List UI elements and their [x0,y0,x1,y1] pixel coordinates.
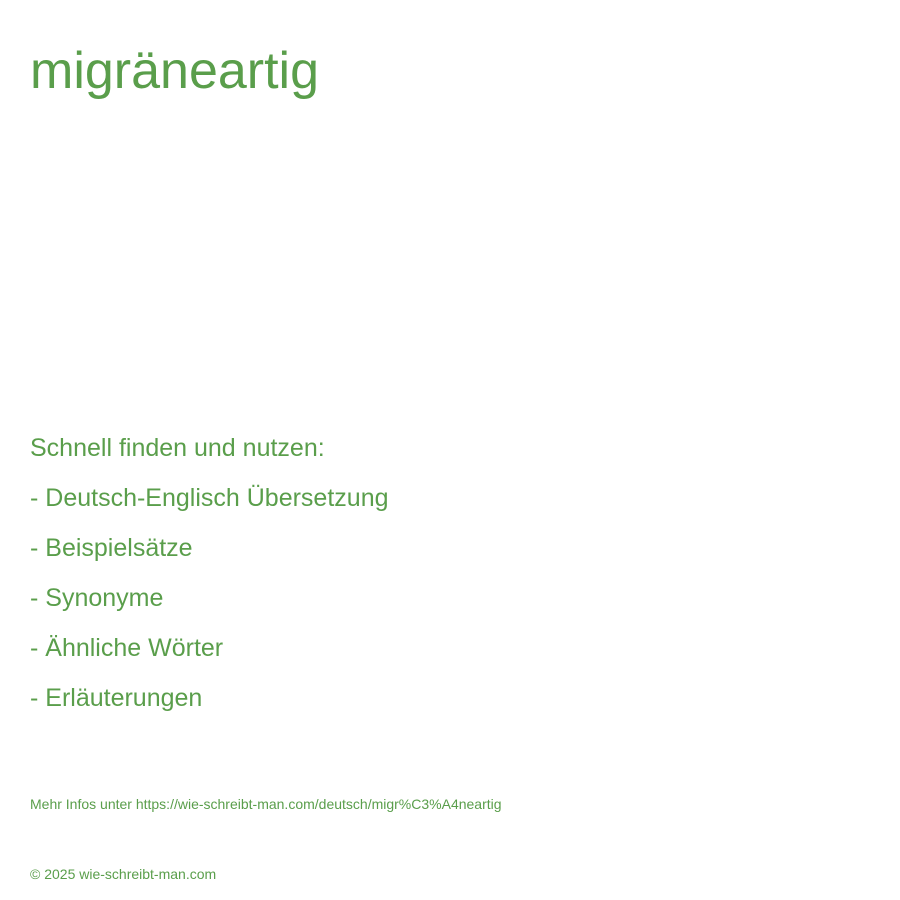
feature-item-explanations: - Erläuterungen [30,684,203,712]
more-info-prefix: Mehr Infos unter [30,796,136,812]
feature-list-heading: Schnell finden und nutzen: [30,434,325,462]
more-info-line [30,795,502,813]
feature-item-example-sentences: - Beispielsätze [30,534,193,562]
feature-item-synonyms: - Synonyme [30,584,164,612]
page-title: migräneartig [30,42,320,100]
feature-item-similar-words: - Ähnliche Wörter [30,634,224,662]
more-info-link[interactable]: https://wie-schreibt-man.com/deutsch/migr%C3%A4neartig [135,796,502,812]
feature-item-translation: - Deutsch-Englisch Übersetzung [30,484,389,512]
copyright-notice: © 2025 wie-schreibt-man.com [30,866,217,882]
feature-list [30,423,389,723]
